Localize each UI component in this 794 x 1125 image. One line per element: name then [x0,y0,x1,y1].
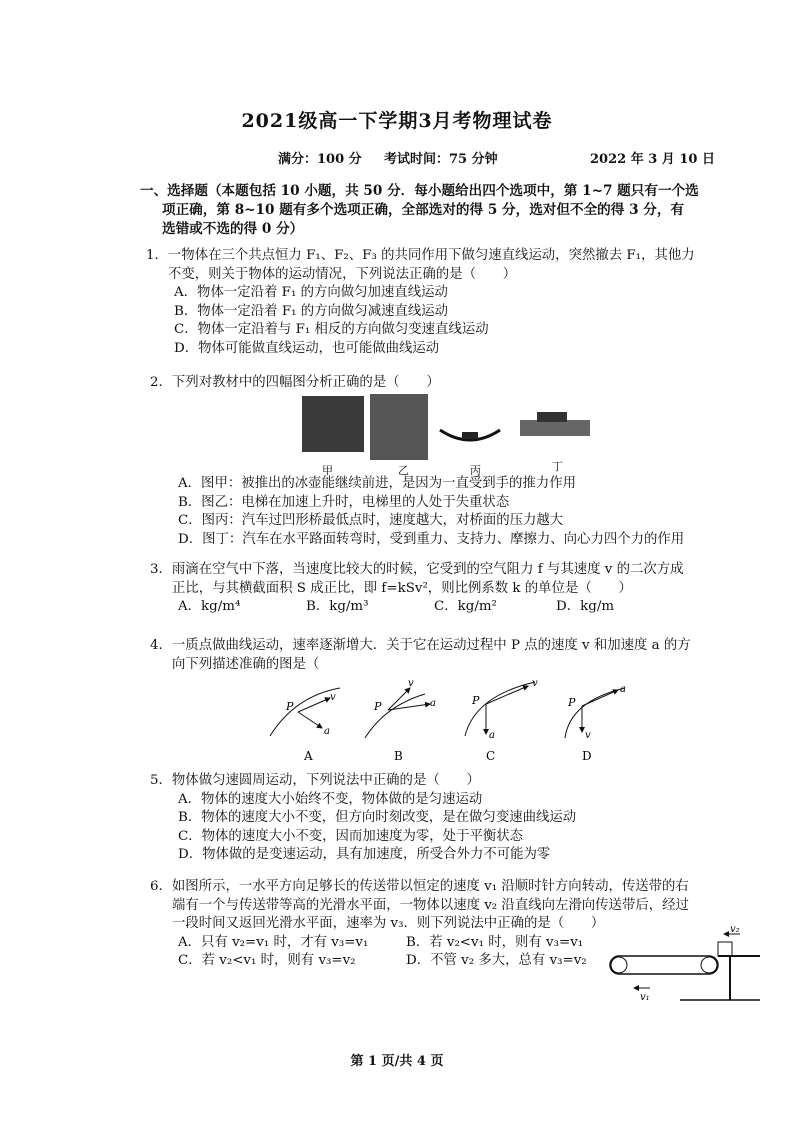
question-3: 3．雨滴在空气中下落，当速度比较大的时候，它受到的空气阻力 f 与其速度 v 的二次方成 正比，与其横截面积 S 成正比，即 f=kSv²，则比例系数 k 的单位是（ ） A．kg/m⁴ B．kg/m³ C．kg/m² D．kg/m [150,561,760,617]
svg-text:B: B [394,749,403,763]
conveyor-belt-figure [600,920,770,1010]
q2-option-d: D．图丁：汽车在水平路面转弯时，受到重力、支持力、摩擦力、向心力四个力的作用 [178,531,685,547]
exam-date: 2022 年 3 月 10 日 [590,152,715,167]
section-heading: 一、选择题（本题包括 10 小题，共 50 分．每小题给出四个选项中，第 1~7 题只有一个选 项正确，第 8~10 题有多个选项正确，全部选对的得 5 分，选对但不全的得 3 分，有 选错或不选的得 0 分） [140,183,699,237]
q6-option-c: C．若 v₂<v₁ 时，则有 v₃=v₂ [178,953,356,968]
q4-diagram-d [565,684,626,763]
q2-option-c: C．图丙：汽车过凹形桥最低点时，速度越大，对桥面的压力越大 [178,513,564,528]
question-6: 6．如图所示，一水平方向足够长的传送带以恒定的速度 v₁ 沿顺时针方向转动，传送带的右 端有一个与传送带等高的光滑水平面，一物体以速度 v₂ 沿直线向左滑向传送带后，经过 一段时间又返回光滑水平面，速率为 v₃．则下列说法中正确的是（ ） A．只有 v₂=v₁ 时，才有 v₃=v₁ B．若 v₂<v₁ 时，则有 v₃=v₁ C．若 v₂<v₁ 时，则有 v₃=v₂ D．不管 v₂ 多大，总有 v₃=v₂ [150,878,760,971]
q6-option-a: A．只有 v₂=v₁ 时，才有 v₃=v₁ [178,934,369,950]
svg-text:P: P [286,700,294,713]
q3-option-c: C．kg/m² [434,599,497,614]
q3-option-d: D．kg/m [556,599,615,614]
q5-option-a: A．物体的速度大小始终不变，物体做的是匀速运动 [178,791,483,807]
q2-option-a: A．图甲：被推出的冰壶能继续前进，是因为一直受到手的推力作用 [178,476,576,491]
label-bing: 丙 [470,464,481,477]
question-2-options [150,475,750,549]
exam-time: 考试时间：75 分钟 [384,152,498,167]
svg-text:P: P [374,700,382,713]
page-footer: 第 1 页/共 4 页 [350,1054,444,1069]
q4-diagrams [260,676,640,766]
label-yi: 乙 [398,464,409,477]
label-jia: 甲 [322,464,333,477]
q5-option-c: C．物体的速度大小不变，因而加速度为零，处于平衡状态 [178,828,524,844]
q1-option-c: C．物体一定沿着与 F₁ 相反的方向做匀变速直线运动 [174,322,489,337]
q5-option-d: D．物体做的是变速运动，具有加速度，所受合外力不可能为零 [178,847,551,862]
q3-option-b: B．kg/m³ [306,599,369,614]
q2-figures-bridge-car [432,410,592,460]
svg-text:v₂: v₂ [730,924,740,935]
photo-curling [302,396,364,452]
svg-text:a: a [620,684,626,695]
svg-text:v: v [330,692,336,703]
svg-text:v: v [408,678,414,689]
svg-text:a: a [430,698,436,709]
page-title: 2021级高一下学期3月考物理试卷 [241,110,553,132]
question-4: 4．一质点做曲线运动，速率逐渐增大．关于它在运动过程中 P 点的速度 v 和加速度 a 的方 向下列描述准确的图是（ [150,638,691,672]
svg-text:A: A [304,749,313,763]
q6-option-b: B．若 v₂<v₁ 时，则有 v₃=v₁ [406,934,584,950]
svg-text:C: C [486,749,496,763]
q4-diagram-c [465,678,538,763]
q1-option-d: D．物体可能做直线运动，也可能做曲线运动 [174,340,440,356]
svg-text:P: P [472,694,480,707]
q2-option-b: B．图乙：电梯在加速上升时，电梯里的人处于失重状态 [178,494,510,510]
svg-text:P: P [568,696,576,709]
q4-diagram-a [270,688,340,763]
svg-text:D: D [582,749,592,763]
svg-text:v: v [585,730,591,741]
q4-diagram-b [365,678,436,763]
photo-elevator [370,394,428,460]
svg-text:v₁: v₁ [640,992,650,1003]
question-2: 2．下列对教材中的四幅图分析正确的是（ ） [150,375,440,390]
q5-option-b: B．物体的速度大小不变，但方向时刻改变，是在做匀变速曲线运动 [178,810,577,825]
q1-option-a: A．物体一定沿着 F₁ 的方向做匀加速直线运动 [174,285,448,300]
question-1: 1．一物体在三个共点恒力 F₁、F₂、F₃ 的共同作用下做匀速直线运动，突然撤去 F₁，其他力 不变，则关于物体的运动情况，下列说法正确的是（ ） A．物体一定沿着 F₁ 的方向做匀加速直线运动 B．物体一定沿着 F₁ 的方向做匀减速直线运动 C．物体一定沿着与 F₁ 相反的方向做匀变速直线运动 D．物体可能做直线运动，也可能做曲线运动 [146,247,726,358]
total-score: 满分：100 分 [278,152,362,167]
svg-text:a: a [324,726,330,737]
label-ding: 丁 [552,460,563,473]
svg-text:a: a [489,730,495,741]
q1-option-b: B．物体一定沿着 F₁ 的方向做匀减速直线运动 [174,303,449,319]
question-5: 5．物体做匀速圆周运动，下列说法中正确的是（ ） A．物体的速度大小始终不变，物体做的是匀速运动 B．物体的速度大小不变，但方向时刻改变，是在做匀变速曲线运动 C．物体的速度大小不变，因而加速度为零，处于平衡状态 D．物体做的是变速运动，具有加速度，所受合外力不可能为零 [150,772,750,865]
q6-option-d: D．不管 v₂ 多大，总有 v₃=v₂ [406,953,587,968]
q3-option-a: A．kg/m⁴ [178,599,241,614]
svg-text:v: v [532,678,538,689]
